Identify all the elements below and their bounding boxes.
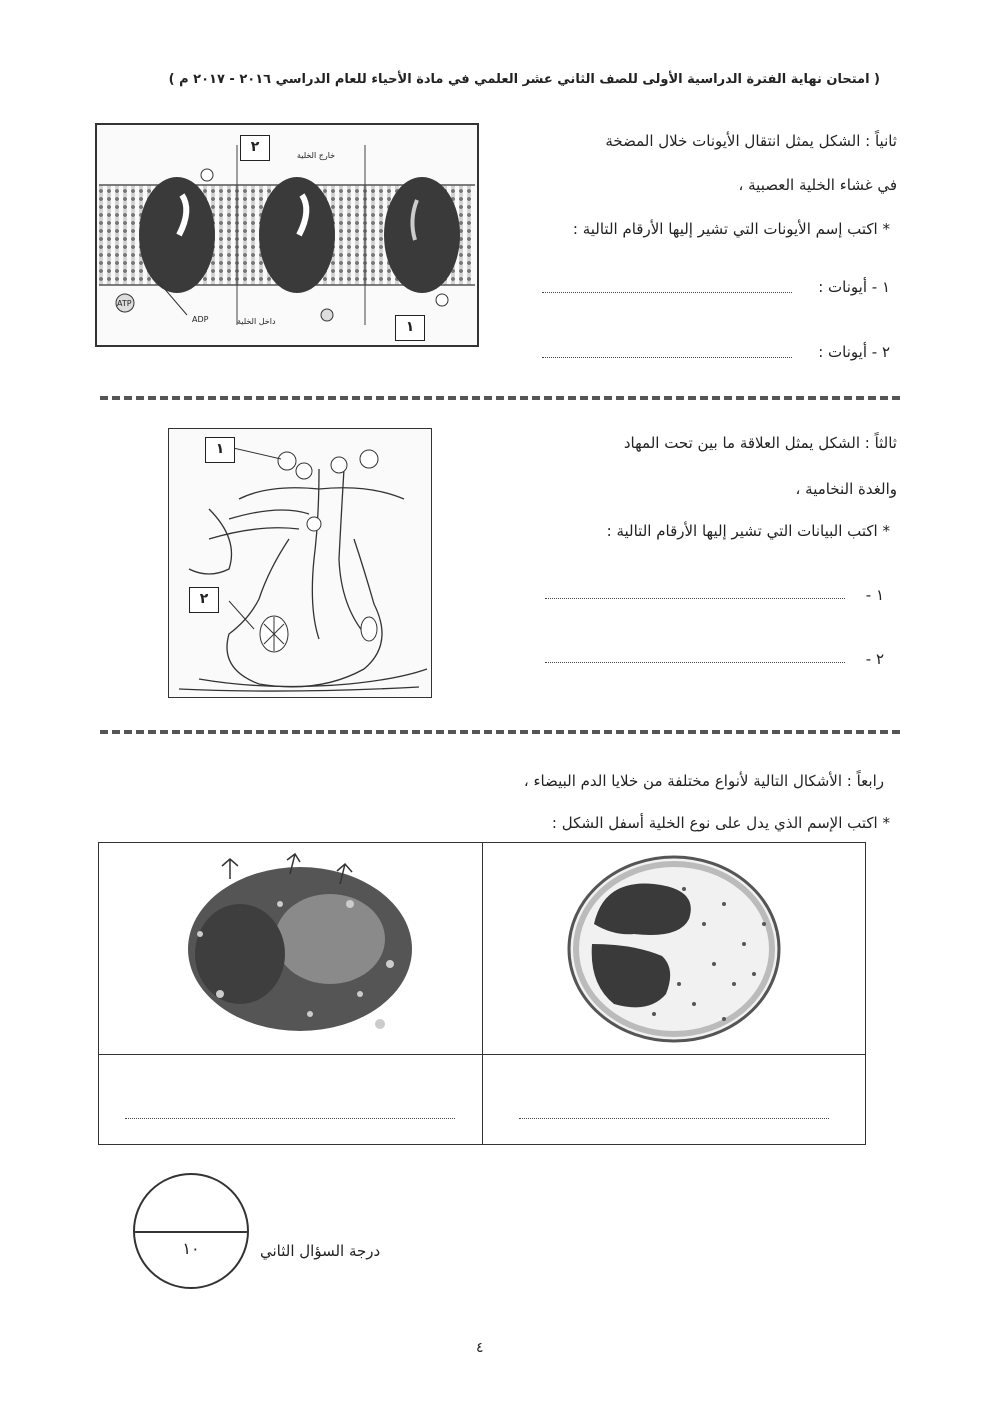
figure-number-2: ٢ bbox=[240, 135, 270, 161]
q3-line2: والغدة النخامية ، bbox=[795, 480, 897, 498]
q4-line1: رابعاً : الأشكال التالية لأنواع مختلفة من خلايا الدم البيضاء ، bbox=[523, 772, 884, 790]
figure-number-1: ١ bbox=[395, 315, 425, 341]
pump-protein-2 bbox=[259, 177, 335, 293]
hypothalamus-diagram bbox=[169, 429, 431, 697]
score-value: ١٠ bbox=[182, 1239, 200, 1258]
score-circle bbox=[133, 1173, 249, 1289]
q2-line3: * اكتب إسم الأيونات التي تشير إليها الأرقام التالية : bbox=[572, 220, 890, 238]
q3-answer2-line[interactable] bbox=[545, 662, 845, 663]
pump-diagram bbox=[97, 125, 477, 345]
section-separator bbox=[100, 730, 900, 734]
exam-header: ( امتحان نهاية الفترة الدراسية الأولى للصف الثاني عشر العلمي في مادة الأحياء للعام الدراسي ٢٠١٦ - ٢٠١٧ م ) bbox=[168, 72, 880, 87]
wbc-table bbox=[98, 842, 866, 1145]
q4-line2: * اكتب الإسم الذي يدل على نوع الخلية أسفل الشكل : bbox=[551, 814, 890, 832]
cell-image-left bbox=[100, 844, 480, 1049]
q3-item2-label: ٢ - bbox=[865, 650, 884, 668]
wbc-cell-right bbox=[482, 843, 865, 1055]
pump-protein-1 bbox=[139, 177, 215, 293]
wbc-answer-right-line[interactable] bbox=[519, 1118, 829, 1119]
pump-figure bbox=[95, 123, 479, 347]
label-atp: ATP bbox=[117, 299, 132, 308]
page-number: ٤ bbox=[476, 1340, 484, 1356]
label-adp: ADP bbox=[192, 315, 209, 324]
figure-number-2: ٢ bbox=[189, 587, 219, 613]
wbc-cell-left bbox=[99, 843, 483, 1055]
figure-number-1: ١ bbox=[205, 437, 235, 463]
q2-line2: في غشاء الخلية العصبية ، bbox=[738, 176, 897, 194]
q2-item1-label: ١ - أيونات : bbox=[818, 278, 890, 296]
cell-image-right bbox=[484, 844, 864, 1049]
wbc-answer-left-cell[interactable] bbox=[99, 1055, 483, 1145]
wbc-answer-right-cell[interactable] bbox=[482, 1055, 865, 1145]
section-separator bbox=[100, 396, 900, 400]
pump-protein-3 bbox=[384, 177, 460, 293]
q2-line1: ثانياً : الشكل يمثل انتقال الأيونات خلال المضخة bbox=[605, 132, 897, 150]
wbc-answer-left-line[interactable] bbox=[125, 1118, 455, 1119]
hypothalamus-figure bbox=[168, 428, 432, 698]
score-label: درجة السؤال الثاني bbox=[260, 1242, 381, 1260]
label-inside-cell: داخل الخلية bbox=[237, 317, 276, 326]
q3-line3: * اكتب البيانات التي تشير إليها الأرقام التالية : bbox=[606, 522, 890, 540]
q3-line1: ثالثاً : الشكل يمثل العلاقة ما بين تحت المهاد bbox=[623, 434, 897, 452]
q3-answer1-line[interactable] bbox=[545, 598, 845, 599]
q2-item2-label: ٢ - أيونات : bbox=[818, 343, 890, 361]
q2-answer1-line[interactable] bbox=[542, 292, 792, 293]
q2-answer2-line[interactable] bbox=[542, 357, 792, 358]
q3-item1-label: ١ - bbox=[865, 586, 884, 604]
label-outside-cell: خارج الخلية bbox=[297, 151, 336, 160]
